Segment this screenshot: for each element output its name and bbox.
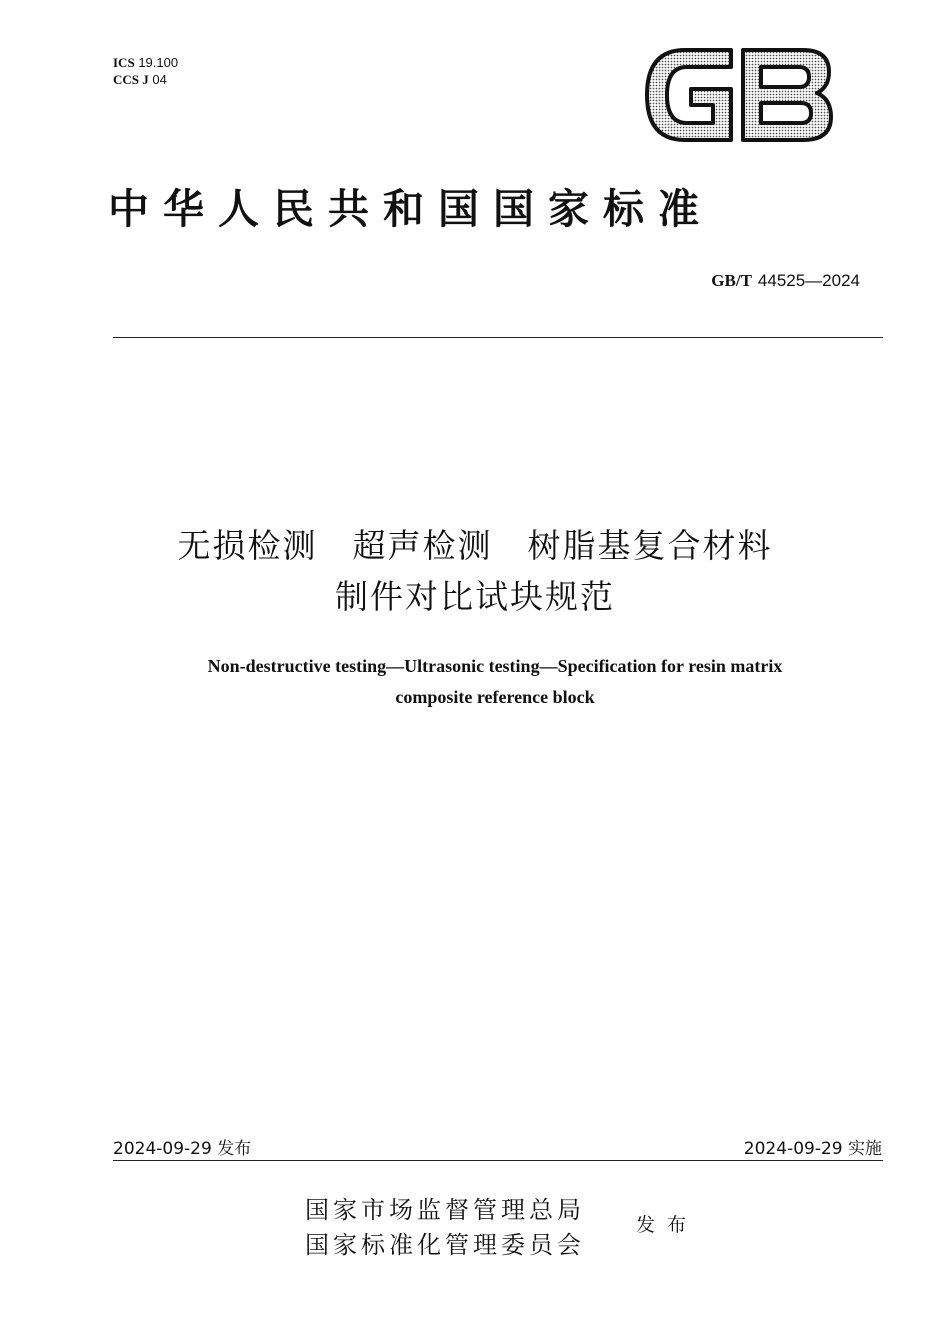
ics-code: ICS 19.100: [113, 55, 179, 70]
issuer-sac: 国家标准化管理委员会: [305, 1231, 585, 1259]
chinese-title-line-1: 无损检测 超声检测 树脂基复合材料: [177, 526, 773, 565]
english-title-line-1: Non-destructive testing—Ultrasonic testing—Specification for resin matrix: [207, 656, 783, 676]
footer-divider: [113, 1160, 883, 1161]
publish-label: 发布: [636, 1214, 699, 1236]
standard-category-title: 中华人民共和国国家标准: [108, 185, 713, 233]
standard-code-number: 44525—2024: [757, 271, 860, 290]
standard-code-prefix: GB/T: [711, 271, 752, 290]
ccs-code: CCS J 04: [113, 72, 167, 87]
classification-codes: [113, 54, 178, 88]
implementation-date: 2024-09-29 实施: [743, 1139, 882, 1159]
header-divider: [113, 337, 883, 338]
chinese-title-line-2: 制件对比试块规范: [335, 577, 615, 616]
issue-date: 2024-09-29 发布: [113, 1139, 252, 1159]
issuer-samr: 国家市场监督管理总局: [305, 1196, 585, 1224]
english-title-line-2: composite reference block: [395, 687, 595, 707]
standard-number: [711, 271, 860, 291]
gb-logo-icon: [643, 45, 833, 145]
